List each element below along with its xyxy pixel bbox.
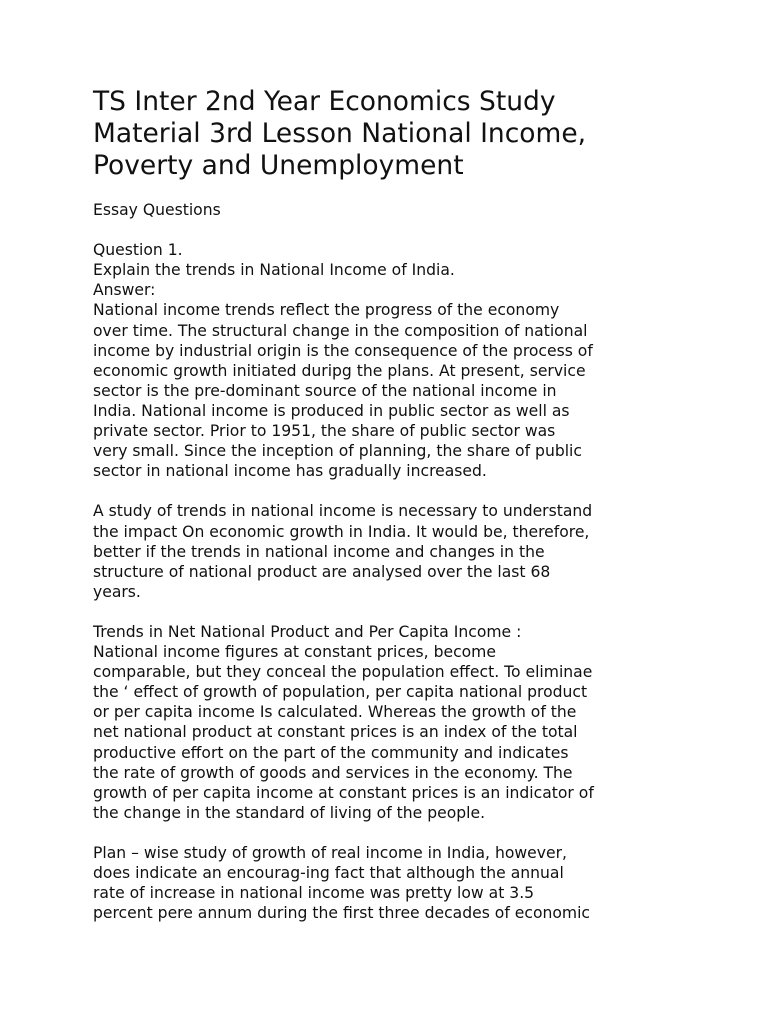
paragraph-line: National income figures at constant prices, become xyxy=(93,643,496,662)
paragraph-line: or per capita income Is calculated. Whereas the growth of the xyxy=(93,703,577,722)
title-line: Material 3rd Lesson National Income, xyxy=(93,118,587,149)
paragraph-1 xyxy=(93,300,693,481)
paragraph-line: Plan – wise study of growth of real income in India, however, xyxy=(93,844,567,862)
paragraph-line: productive effort on the part of the community and indicates xyxy=(93,743,569,762)
paragraph-line: private sector. Prior to 1951, the share of public sector was xyxy=(93,422,556,441)
title-line: TS Inter 2nd Year Economics Study xyxy=(93,86,556,117)
paragraph-3 xyxy=(93,622,693,823)
paragraph-line: the impact On economic growth in India. It would be, therefore, xyxy=(93,522,590,541)
title-line: Poverty and Unemployment xyxy=(93,150,464,181)
paragraph-line: the ‘ effect of growth of population, per capita national product xyxy=(93,683,588,702)
paragraph-line: National income trends reflect the progress of the economy xyxy=(93,301,560,320)
paragraph-line: very small. Since the inception of planning, the share of public xyxy=(93,442,582,461)
document-title xyxy=(93,86,693,182)
paragraph-4 xyxy=(93,843,693,923)
paragraph-line: does indicate an encourag-ing fact that although the annual xyxy=(93,864,564,883)
paragraph-line: growth of per capita income at constant prices is an indicator of xyxy=(93,783,594,802)
section-heading: Essay Questions xyxy=(93,201,221,219)
paragraph-line: over time. The structural change in the composition of national xyxy=(93,321,588,340)
paragraph-2 xyxy=(93,501,693,601)
paragraph-line: years. xyxy=(93,582,141,601)
paragraph-line: Trends in Net National Product and Per Capita Income : xyxy=(93,622,522,641)
document-body xyxy=(93,200,693,923)
spacer xyxy=(93,220,693,240)
paragraph-line: income by industrial origin is the consequence of the process of xyxy=(93,341,593,360)
question-label: Question 1. xyxy=(93,241,183,260)
paragraph-line: India. National income is produced in public sector as well as xyxy=(93,401,570,420)
paragraph-line: A study of trends in national income is necessary to understand xyxy=(93,502,593,521)
paragraph-line: comparable, but they conceal the population effect. To eliminae xyxy=(93,663,593,682)
document-content xyxy=(93,86,693,923)
answer-label: Answer: xyxy=(93,281,156,300)
spacer xyxy=(93,481,693,501)
spacer xyxy=(93,602,693,622)
paragraph-line: sector in national income has gradually increased. xyxy=(93,462,487,481)
paragraph-line: the rate of growth of goods and services in the economy. The xyxy=(93,763,573,782)
paragraph-line: the change in the standard of living of the people. xyxy=(93,803,486,822)
paragraph-line: percent pere annum during the first three decades of economic xyxy=(93,904,591,923)
spacer xyxy=(93,823,693,843)
paragraph-line: sector is the pre-dominant source of the national income in xyxy=(93,381,557,400)
paragraph-line: structure of national product are analysed over the last 68 xyxy=(93,562,551,581)
paragraph-line: economic growth initiated duripg the plans. At present, service xyxy=(93,361,586,380)
question-text: Explain the trends in National Income of India. xyxy=(93,261,455,280)
paragraph-line: better if the trends in national income and changes in the xyxy=(93,542,545,561)
paragraph-line: net national product at constant prices is an index of the total xyxy=(93,723,578,742)
paragraph-line: rate of increase in national income was pretty low at 3.5 xyxy=(93,884,535,903)
